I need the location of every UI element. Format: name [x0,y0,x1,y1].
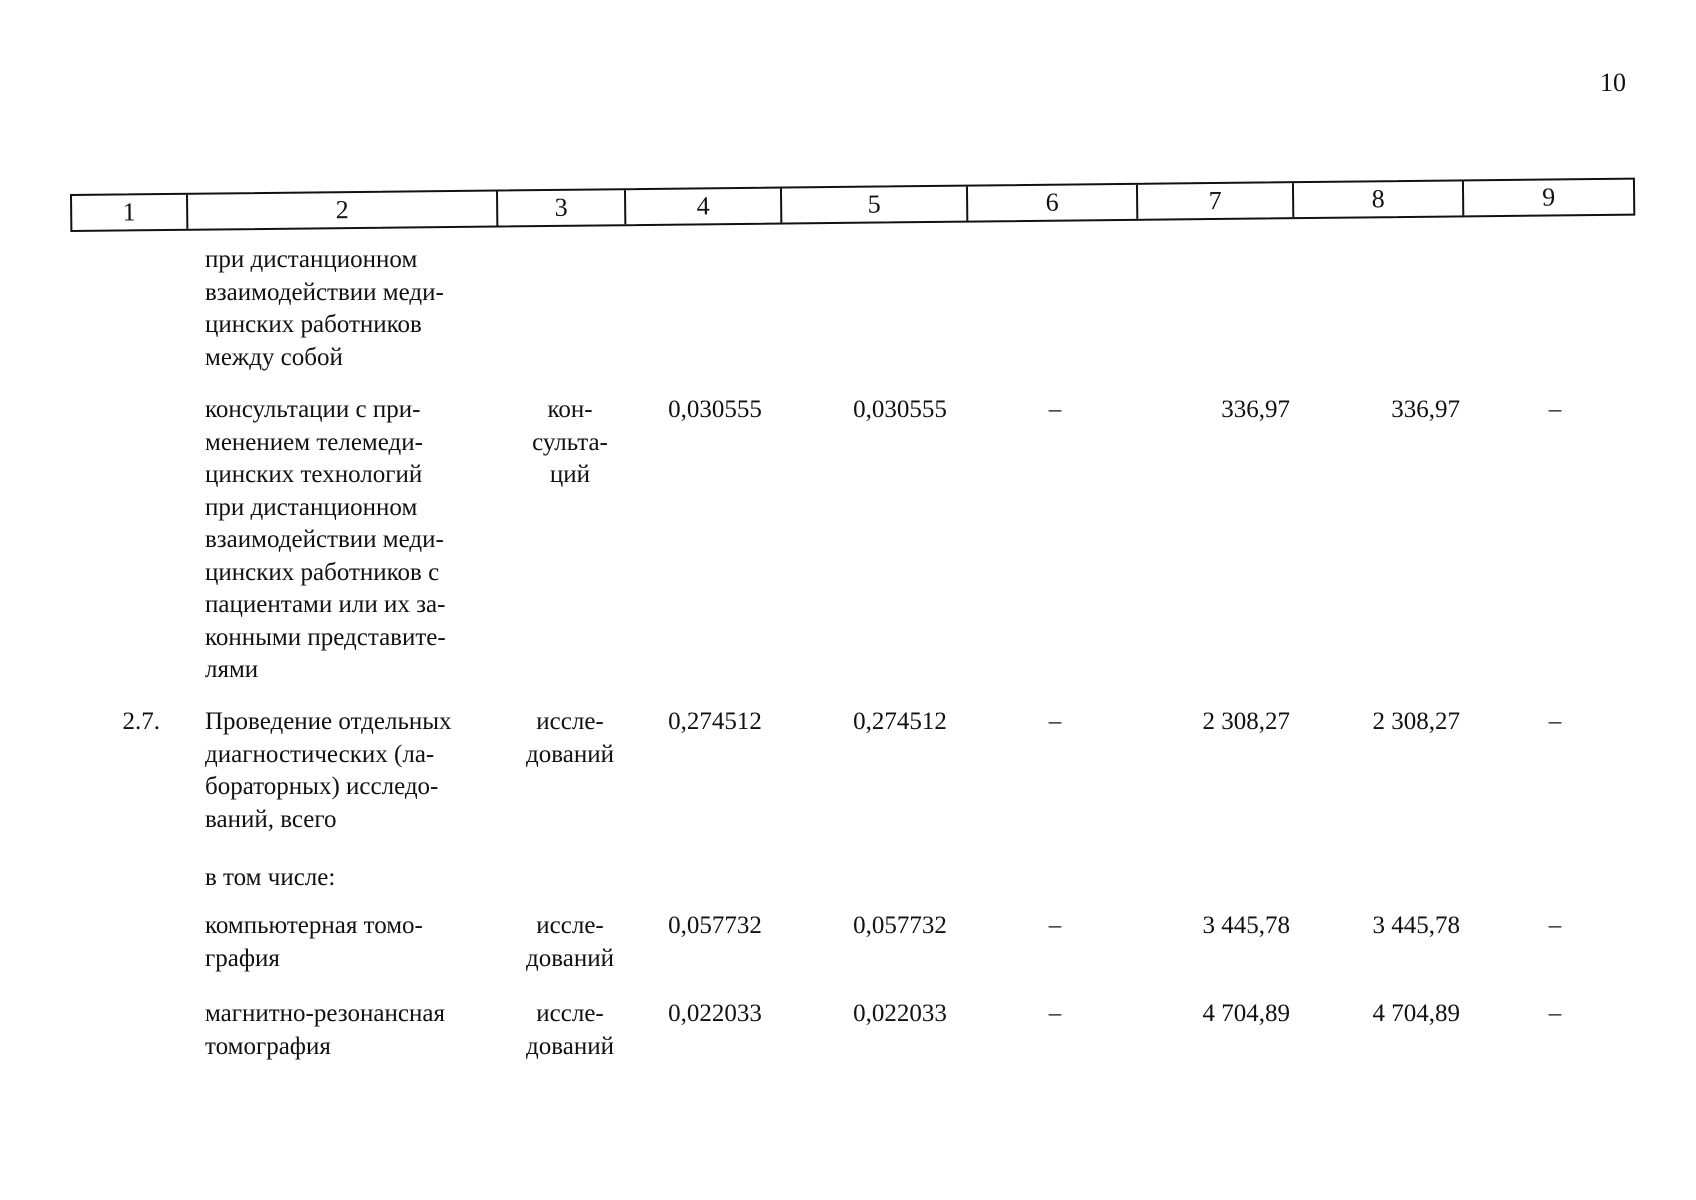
value-col-7: 2 308,27 [1202,708,1290,735]
value-col-8: 3 445,78 [1372,912,1460,939]
value-col-8: 2 308,27 [1372,708,1460,735]
header-col-5: 5 [782,187,968,223]
description-line: при дистанционном [205,493,418,521]
header-col-3: 3 [498,190,626,225]
description-line: лями [205,656,259,683]
value-col-4: 0,057732 [668,912,762,939]
table-header-row [70,178,1635,232]
description-line: ваний, всего [205,805,337,833]
header-col-7: 7 [1138,183,1294,219]
header-col-4: 4 [626,189,782,225]
value-col-9: – [1548,912,1562,939]
description-line: взаимодействии меди- [205,278,444,306]
description-line: Проведение отдельных [205,708,452,735]
table-row [0,394,1696,706]
page-number: 10 [1600,68,1626,97]
value-col-5: 0,022033 [853,1000,947,1027]
value-col-9: – [1548,396,1562,423]
value-col-7: 3 445,78 [1202,912,1290,939]
header-col-9: 9 [1541,182,1556,212]
table-body [0,244,1696,1078]
table-row [0,910,1696,998]
header-col-1: 1 [72,195,188,230]
table-row [0,862,1696,910]
unit-of-measure: иссле- дований [526,1000,614,1060]
description-line: консультации с при- [205,396,421,423]
description-line: цинских работников с [205,558,440,586]
unit-of-measure: кон- сульта- ций [532,396,608,488]
value-col-7: 336,97 [1221,396,1290,423]
value-col-4: 0,022033 [668,1000,762,1027]
description-line: при дистанционном [205,246,418,273]
description-line: цинских работников [205,311,422,338]
description-line: томография [205,1032,331,1060]
row-description [205,244,485,374]
description-line: цинских технологий [205,461,423,488]
value-col-9: – [1548,708,1562,735]
description-line: в том числе: [205,864,336,891]
description-line: бораторных) исследо- [205,773,439,800]
value-col-9: – [1548,1000,1562,1027]
description-line: компьютерная томо- [205,912,423,939]
value-col-6: – [1048,912,1062,939]
description-line: пациентами или их за- [205,591,446,618]
row-description [205,706,485,836]
header-col-6: 6 [968,185,1138,221]
value-col-5: 0,057732 [853,912,947,939]
value-col-7: 4 704,89 [1202,1000,1290,1027]
value-col-4: 0,274512 [668,708,762,735]
row-description [205,998,485,1063]
description-line: диагностических (ла- [205,740,435,768]
header-col-8: 8 [1294,181,1464,217]
value-col-4: 0,030555 [668,396,762,423]
description-line: магнитно-резонансная [205,1000,445,1027]
value-col-6: – [1048,708,1062,735]
table-row [0,706,1696,862]
header-col-2: 2 [188,192,498,229]
row-description [205,862,485,895]
unit-of-measure: иссле- дований [526,912,614,972]
unit-of-measure: иссле- дований [526,708,614,768]
value-col-6: – [1048,396,1062,423]
value-col-8: 4 704,89 [1372,1000,1460,1027]
value-col-6: – [1048,1000,1062,1027]
table-row [0,998,1696,1078]
value-col-5: 0,030555 [853,396,947,423]
value-col-5: 0,274512 [853,708,947,735]
value-col-8: 336,97 [1391,396,1460,423]
description-line: взаимодействии меди- [205,526,444,553]
table-row [0,244,1696,394]
row-description [205,910,485,975]
description-line: графия [205,944,280,972]
description-line: конными представите- [205,623,446,651]
description-line: между собой [205,343,343,371]
row-description [205,394,485,687]
row-number: 2.7. [122,708,160,735]
description-line: менением телемеди- [205,428,423,456]
